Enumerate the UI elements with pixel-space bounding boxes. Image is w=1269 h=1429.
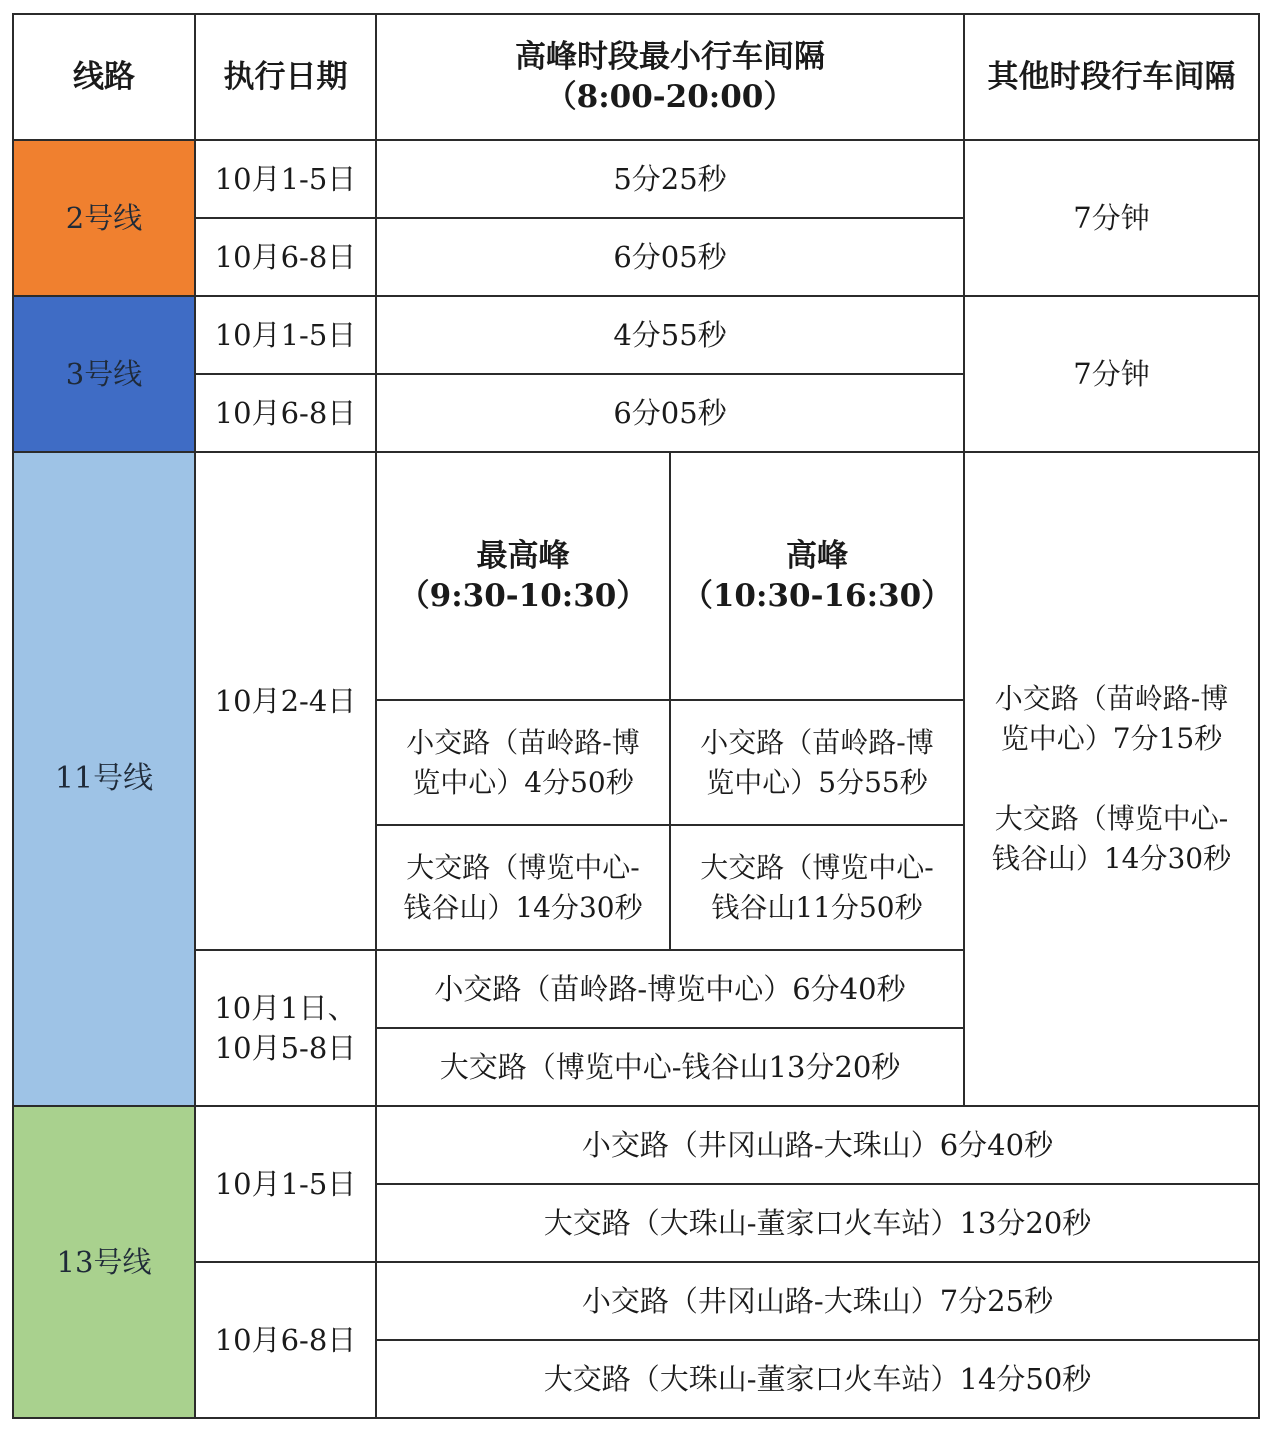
table-row <box>13 1262 1259 1340</box>
line11-top-peak-header <box>376 452 670 700</box>
line11-date-b-1: 10月1日、 <box>214 991 357 1025</box>
line3-name: 3号线 <box>13 296 195 452</box>
line11-peak-title: 高峰 <box>786 538 848 574</box>
line2-name: 2号线 <box>13 140 195 296</box>
line11-date-a: 10月2-4日 <box>195 452 376 950</box>
line3-other: 7分钟 <box>964 296 1259 452</box>
line13-b-short: 小交路（井冈山路-大珠山）7分25秒 <box>376 1262 1259 1340</box>
header-date: 执行日期 <box>195 14 376 140</box>
line11-short-top-peak <box>376 700 670 825</box>
line13-b-long: 大交路（大珠山-董家口火车站）14分50秒 <box>376 1340 1259 1418</box>
line11-short-top-1: 小交路（苗岭路-博 <box>406 725 640 759</box>
header-other: 其他时段行车间隔 <box>964 14 1259 140</box>
line11-date-b-2: 10月5-8日 <box>214 1031 357 1065</box>
line11-long-top-1: 大交路（博览中心- <box>406 850 640 884</box>
line11-other-long-1: 大交路（博览中心- <box>994 802 1229 835</box>
header-peak-time: （8:00-20:00） <box>545 79 795 115</box>
header-row <box>13 14 1259 140</box>
line13-name: 13号线 <box>13 1106 195 1418</box>
line11-long-b: 大交路（博览中心-钱谷山13分20秒 <box>376 1028 964 1106</box>
table-row <box>13 1106 1259 1184</box>
line11-top-peak-time: （9:30-10:30） <box>398 578 648 614</box>
line13-date-a: 10月1-5日 <box>195 1106 376 1262</box>
line3-date-2: 10月6-8日 <box>195 374 376 452</box>
line13-a-long: 大交路（大珠山-董家口火车站）13分20秒 <box>376 1184 1259 1262</box>
header-line: 线路 <box>13 14 195 140</box>
line2-date-2: 10月6-8日 <box>195 218 376 296</box>
line2-other: 7分钟 <box>964 140 1259 296</box>
line11-short-b: 小交路（苗岭路-博览中心）6分40秒 <box>376 950 964 1028</box>
line11-top-peak-title: 最高峰 <box>476 538 570 574</box>
line13-date-b: 10月6-8日 <box>195 1262 376 1418</box>
line11-short-peak <box>670 700 964 825</box>
line11-name: 11号线 <box>13 452 195 1106</box>
line11-other-short-2: 览中心）7分15秒 <box>1000 722 1223 755</box>
interval-table <box>12 13 1260 1419</box>
line3-peak-2: 6分05秒 <box>376 374 964 452</box>
line11-long-peak <box>670 825 964 950</box>
header-peak <box>376 14 964 140</box>
line11-short-peak-2: 览中心）5分55秒 <box>706 765 928 799</box>
line3-date-1: 10月1-5日 <box>195 296 376 374</box>
line11-peak-header <box>670 452 964 700</box>
line11-other <box>964 452 1259 1106</box>
line11-long-top-2: 钱谷山）14分30秒 <box>403 890 643 924</box>
line2-date-1: 10月1-5日 <box>195 140 376 218</box>
table-row <box>13 452 1259 700</box>
line3-peak-1: 4分55秒 <box>376 296 964 374</box>
table-row <box>13 296 1259 374</box>
line11-other-long-2: 钱谷山）14分30秒 <box>991 842 1232 875</box>
line11-date-b <box>195 950 376 1106</box>
table-row <box>13 140 1259 218</box>
line11-short-top-2: 览中心）4分50秒 <box>412 765 634 799</box>
line11-peak-time: （10:30-16:30） <box>681 578 953 614</box>
header-peak-title: 高峰时段最小行车间隔 <box>515 39 825 75</box>
line2-peak-2: 6分05秒 <box>376 218 964 296</box>
line11-other-short-1: 小交路（苗岭路-博 <box>994 682 1229 715</box>
line2-peak-1: 5分25秒 <box>376 140 964 218</box>
line11-other-gap <box>969 759 1254 799</box>
line11-long-top-peak <box>376 825 670 950</box>
line11-long-peak-2: 钱谷山11分50秒 <box>711 890 923 924</box>
line11-long-peak-1: 大交路（博览中心- <box>700 850 934 884</box>
line13-a-short: 小交路（井冈山路-大珠山）6分40秒 <box>376 1106 1259 1184</box>
line11-short-peak-1: 小交路（苗岭路-博 <box>700 725 934 759</box>
